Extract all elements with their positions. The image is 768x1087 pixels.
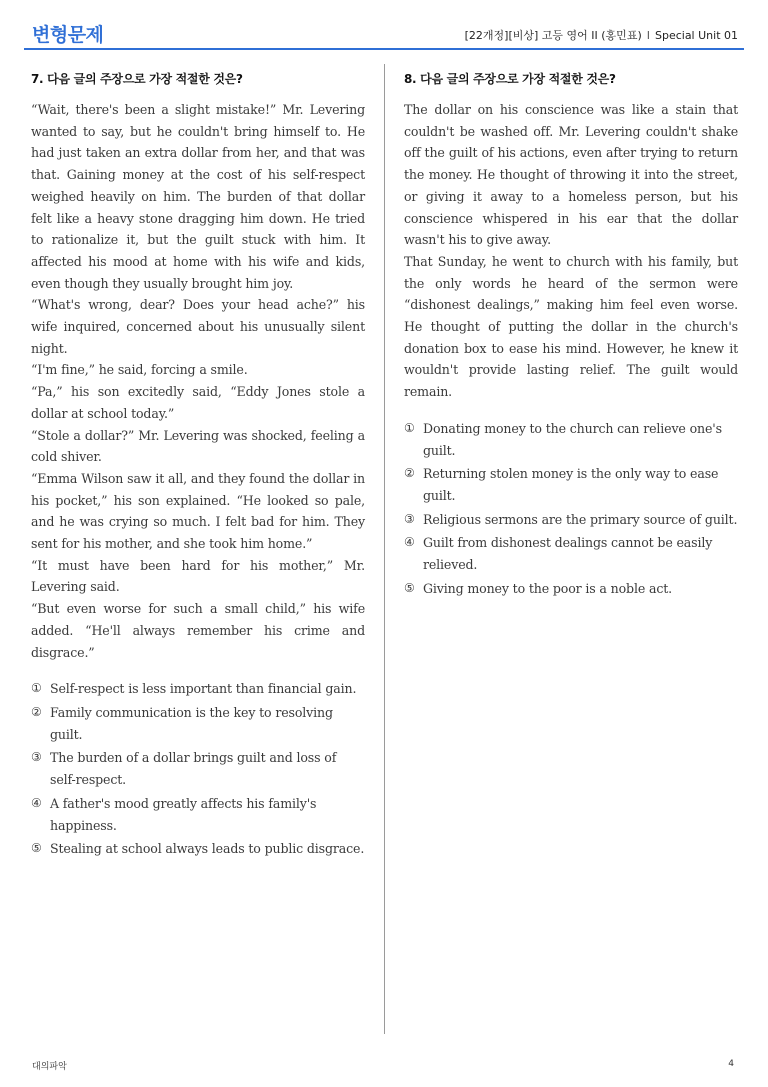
passage-paragraph: “Wait, there's been a slight mistake!” Mr. Levering wanted to say, but he couldn't bring himself to. He had just taken an extra dollar from her, and that was that. Gaining money at the cost of his self-respect weighed heavily on him. The burden of that dollar felt like a heavy stone dragging him down. He tried to rationalize it, but the guilt stuck with him. It affected his mood at home with his wife and kids, even though they usually brought him joy. xyxy=(31,102,365,291)
header-divider xyxy=(24,48,744,50)
course-name: [22개정][비상] 고등 영어 II (홍민표) xyxy=(464,29,642,42)
answer-choice[interactable] xyxy=(404,509,738,531)
choice-text: Giving money to the poor is a noble act. xyxy=(423,580,673,596)
header-separator: I xyxy=(646,29,650,42)
passage-paragraph: “What's wrong, dear? Does your head ache?” his wife inquired, concerned about his unusually silent night. xyxy=(31,297,365,356)
answer-choice[interactable] xyxy=(404,578,738,600)
choice-text: The burden of a dollar brings guilt and loss of self-respect. xyxy=(50,750,337,788)
answer-choice[interactable] xyxy=(31,793,365,836)
choice-number: ② xyxy=(31,704,42,719)
question-8-column xyxy=(404,70,738,601)
answer-choice[interactable] xyxy=(31,702,365,745)
choice-number: ① xyxy=(31,681,42,696)
passage-paragraph: “Emma Wilson saw it all, and they found the dollar in his pocket,” his son explained. “He looked so pale, and he was crying so much. I felt bad for him. They sent for his mother, and she took him home.” xyxy=(31,470,365,552)
page-number: 4 xyxy=(728,1059,734,1069)
answer-choice[interactable] xyxy=(404,418,738,461)
choice-number: ① xyxy=(404,420,415,435)
choice-text: A father's mood greatly affects his family's happiness. xyxy=(50,795,317,833)
passage-paragraph: That Sunday, he went to church with his family, but the only words he heard of the sermon were “dishonest dealings,” making him feel even worse. He thought of putting the dollar in the church's donation box to ease his mind. However, he knew it wouldn't provide lasting relief. The guilt would remain. xyxy=(404,253,738,400)
choice-number: ④ xyxy=(31,795,42,810)
answer-choice[interactable] xyxy=(31,747,365,790)
question-8-passage xyxy=(404,99,738,403)
course-info xyxy=(465,27,738,43)
column-divider xyxy=(384,64,385,1034)
choice-text: Guilt from dishonest dealings cannot be easily relieved. xyxy=(423,535,713,573)
answer-choice[interactable] xyxy=(31,838,365,860)
choice-text: Stealing at school always leads to public disgrace. xyxy=(50,841,365,857)
choice-number: ⑤ xyxy=(31,841,42,856)
choice-number: ② xyxy=(404,466,415,481)
choice-text: Self-respect is less important than financial gain. xyxy=(50,681,357,697)
answer-choice[interactable] xyxy=(31,678,365,700)
passage-paragraph: “Pa,” his son excitedly said, “Eddy Jones stole a dollar at school today.” xyxy=(31,384,365,421)
question-7-choices xyxy=(31,678,365,860)
question-7-column xyxy=(31,70,365,862)
passage-paragraph: “I'm fine,” he said, forcing a smile. xyxy=(31,362,248,378)
footer-brand: 대의파악 xyxy=(32,1062,67,1072)
choice-text: Donating money to the church can relieve one's guilt. xyxy=(423,420,722,458)
choice-text: Religious sermons are the primary source of guilt. xyxy=(423,511,738,527)
question-7-title: 7. 다음 글의 주장으로 가장 적절한 것은? xyxy=(31,72,243,86)
passage-paragraph: “Stole a dollar?” Mr. Levering was shocked, feeling a cold shiver. xyxy=(31,427,365,465)
choice-number: ③ xyxy=(404,511,415,526)
passage-paragraph: “But even worse for such a small child,” his wife added. “He'll always remember his crime and disgrace.” xyxy=(31,601,365,660)
passage-paragraph: “It must have been hard for his mother,” Mr. Levering said. xyxy=(31,557,365,595)
page-title: 변형문제 xyxy=(32,24,104,46)
choice-text: Family communication is the key to resolving guilt. xyxy=(50,704,333,742)
choice-number: ③ xyxy=(31,750,42,765)
choice-number: ④ xyxy=(404,535,415,550)
question-7-passage xyxy=(31,99,365,663)
answer-choice[interactable] xyxy=(404,463,738,506)
unit-name: Special Unit 01 xyxy=(654,29,738,42)
question-8-title: 8. 다음 글의 주장으로 가장 적절한 것은? xyxy=(404,72,616,86)
answer-choice[interactable] xyxy=(404,532,738,575)
choice-text: Returning stolen money is the only way to ease guilt. xyxy=(423,466,719,503)
choice-number: ⑤ xyxy=(404,580,415,595)
passage-paragraph: The dollar on his conscience was like a stain that couldn't be washed off. Mr. Levering couldn't shake off the guilt of his actions, even after trying to return the money. He thought of throwing it into the street, or giving it away to a homeless person, but his conscience whispered in his ear that the dollar wasn't his to give away. xyxy=(404,102,738,248)
question-8-choices xyxy=(404,418,738,600)
